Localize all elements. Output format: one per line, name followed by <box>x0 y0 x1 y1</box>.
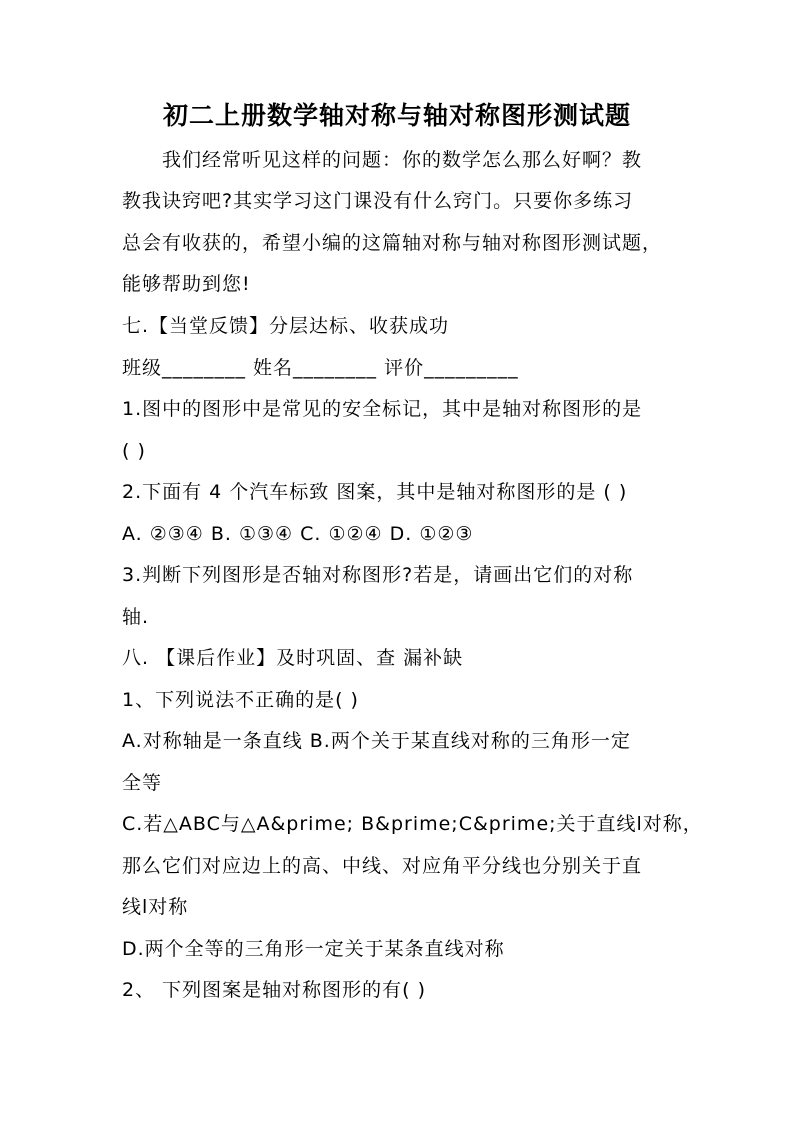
class-name-grade-line: 班级________ 姓名________ 评价_________ <box>122 357 519 379</box>
intro-line-3: 总会有收获的，希望小编的这篇轴对称与轴对称图形测试题， <box>122 232 663 254</box>
question-2-options: A. ②③④ B. ①③④ C. ①②④ D. ①②③ <box>122 523 474 545</box>
question-2: 2.下面有 4 个汽车标致 图案，其中是轴对称图形的是 ( ) <box>122 481 628 503</box>
option-a-line-1: A.对称轴是一条直线 B.两个关于某直线对称的三角形一定 <box>122 730 631 752</box>
homework-question-1: 1、下列说法不正确的是( ) <box>122 689 359 711</box>
question-3-line-2: 轴. <box>122 606 150 628</box>
document-title: 初二上册数学轴对称与轴对称图形测试题 <box>162 101 631 130</box>
question-1-line-1: 1.图中的图形中是常见的安全标记，其中是轴对称图形的是 <box>122 398 643 420</box>
intro-line-1: 我们经常听见这样的问题：你的数学怎么那么好啊？教 <box>122 149 643 171</box>
option-c-line-2: 那么它们对应边上的高、中线、对应角平分线也分别关于直 <box>122 855 643 877</box>
option-c-line-3: 线l对称 <box>122 896 189 918</box>
intro-line-4: 能够帮助到您! <box>122 273 251 295</box>
option-d: D.两个全等的三角形一定关于某条直线对称 <box>122 938 505 960</box>
option-c-line-1: C.若△ABC与△A&prime; B&prime;C&prime;关于直线l对称， <box>122 813 703 835</box>
homework-question-2: 2、 下列图案是轴对称图形的有( ) <box>122 979 426 1001</box>
section-eight-heading: 八. 【课后作业】及时巩固、查 漏补缺 <box>122 647 464 669</box>
question-1-line-2: ( ) <box>122 440 146 462</box>
section-seven-heading: 七.【当堂反馈】分层达标、收获成功 <box>122 315 450 337</box>
question-3-line-1: 3.判断下列图形是否轴对称图形?若是，请画出它们的对称 <box>122 564 634 586</box>
intro-line-2: 教我诀窍吧?其实学习这门课没有什么窍门。只要你多练习 <box>122 190 634 212</box>
option-a-line-2: 全等 <box>122 772 163 794</box>
